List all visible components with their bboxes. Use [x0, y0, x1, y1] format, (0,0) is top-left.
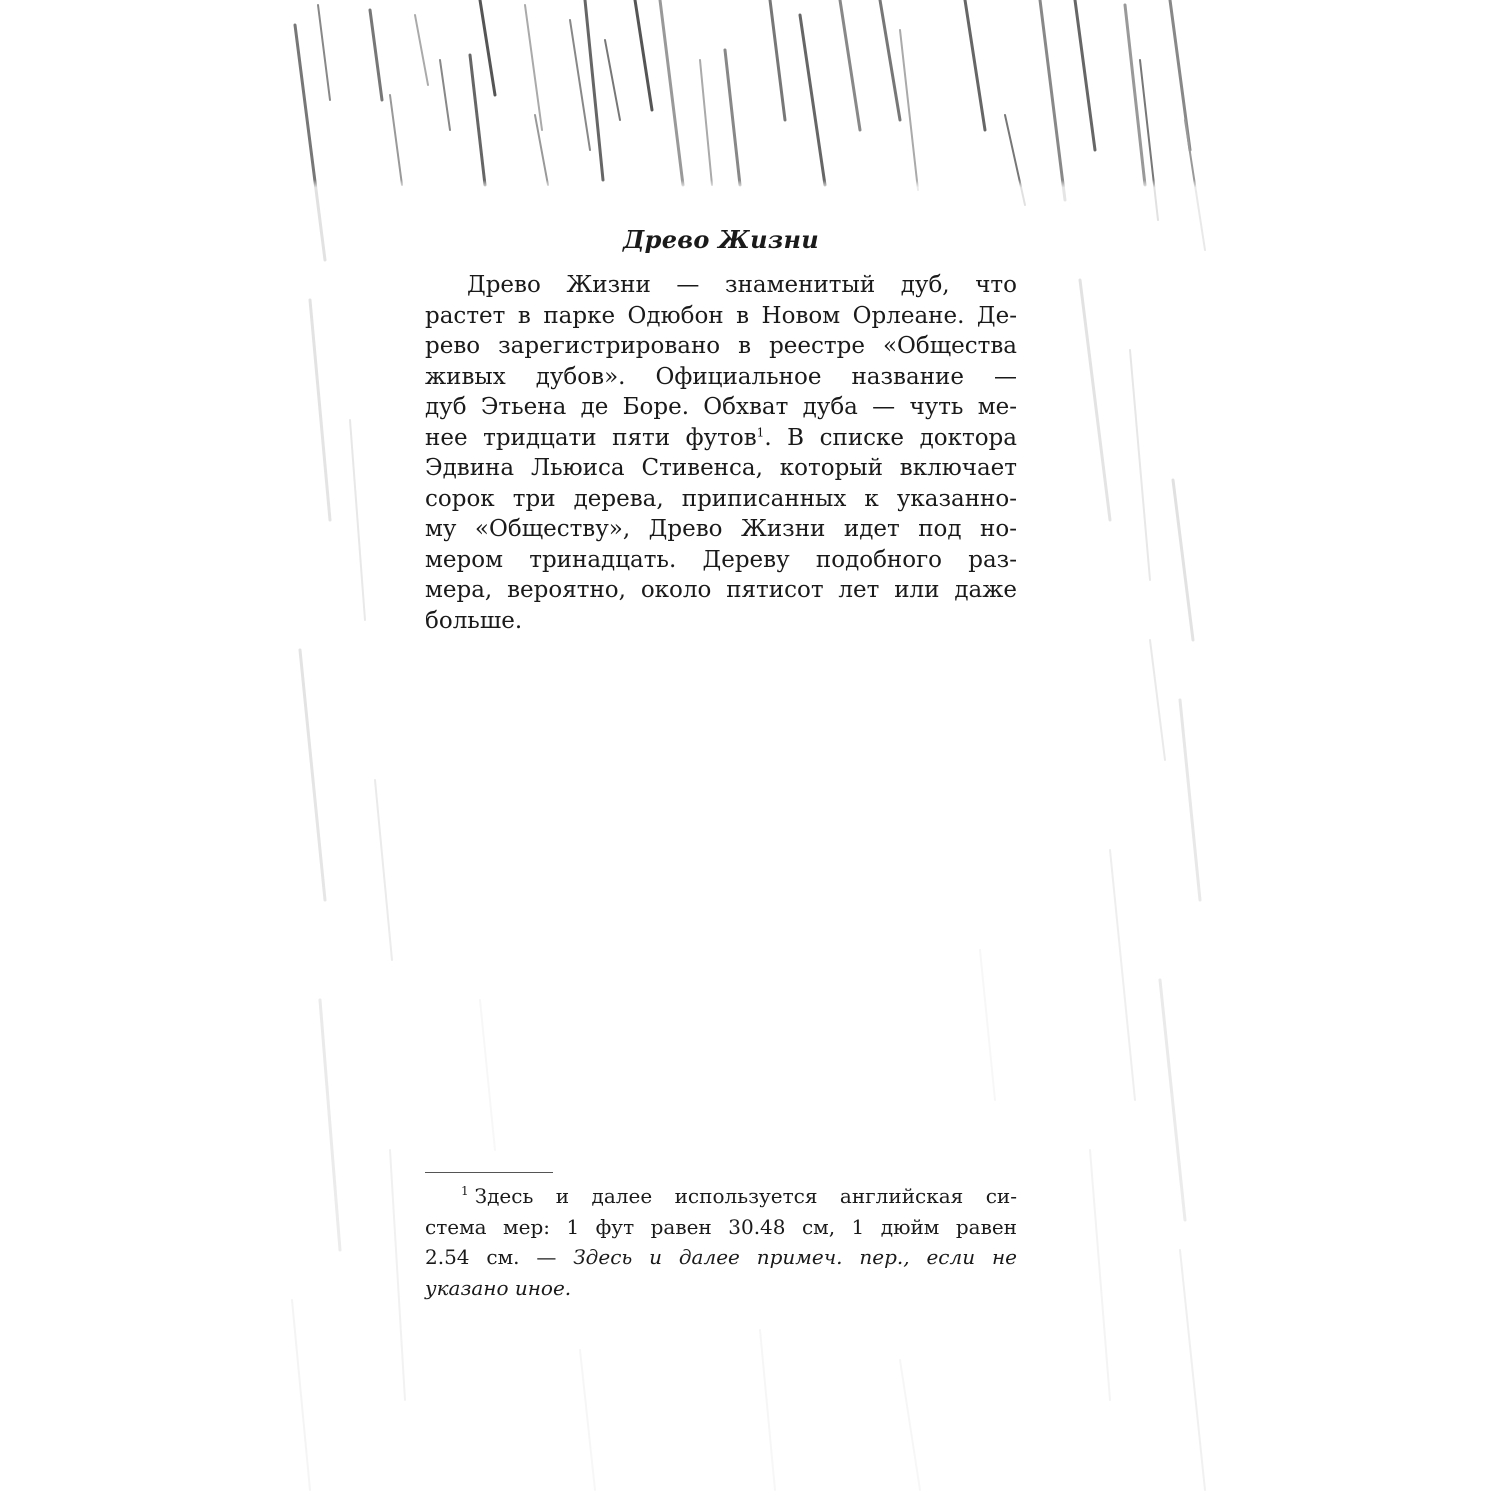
body-paragraph — [425, 270, 1017, 636]
body-line-with-footnote — [425, 423, 1017, 454]
translator-note: указано иное. — [425, 1275, 572, 1300]
body-line: живых дубов». Официальное название — — [425, 363, 1017, 390]
body-line: Древо Жизни — знаменитый дуб, что — [467, 272, 1017, 298]
body-line: мером тринадцать. Дереву подобного раз- — [425, 546, 1017, 573]
body-line: растет в парке Одюбон в Новом Орлеане. Де- — [425, 302, 1017, 329]
footnote — [425, 1181, 1017, 1303]
chapter-title: Древо Жизни — [622, 225, 819, 254]
body-line: дуб Этьена де Боре. Обхват дуба — чуть ме- — [425, 394, 1017, 420]
translator-note: Здесь и далее примеч. пер., если не — [573, 1245, 1017, 1269]
body-line-part: нее тридцати пяти футов — [425, 424, 757, 451]
body-line: му «Обществу», Древо Жизни идет под но- — [425, 516, 1017, 542]
footnote-line: стема мер: 1 фут равен 30.48 см, 1 дюйм равен — [425, 1214, 1017, 1239]
footnote-marker: 1 — [461, 1184, 469, 1199]
footnote-divider — [425, 1172, 553, 1173]
body-line-part: . В списке доктора — [764, 424, 1017, 451]
body-line: Эдвина Льюиса Стивенса, который включает — [425, 455, 1017, 481]
footnote-line — [425, 1181, 1017, 1212]
footnote-text: 2.54 см. — — [425, 1245, 574, 1269]
main-text — [425, 222, 1017, 636]
body-line: сорок три дерева, приписанных к указанно- — [425, 485, 1017, 512]
footnote-line — [425, 1242, 1017, 1273]
footnote-reference[interactable]: 1 — [756, 424, 765, 439]
body-line: больше. — [425, 607, 523, 634]
footnote-text: Здесь и далее используется английская си- — [474, 1184, 1017, 1208]
body-line: рево зарегистрировано в реестре «Общества — [425, 333, 1017, 359]
body-line: мера, вероятно, около пятисот лет или даже — [425, 577, 1017, 603]
book-page — [280, 0, 1220, 1500]
